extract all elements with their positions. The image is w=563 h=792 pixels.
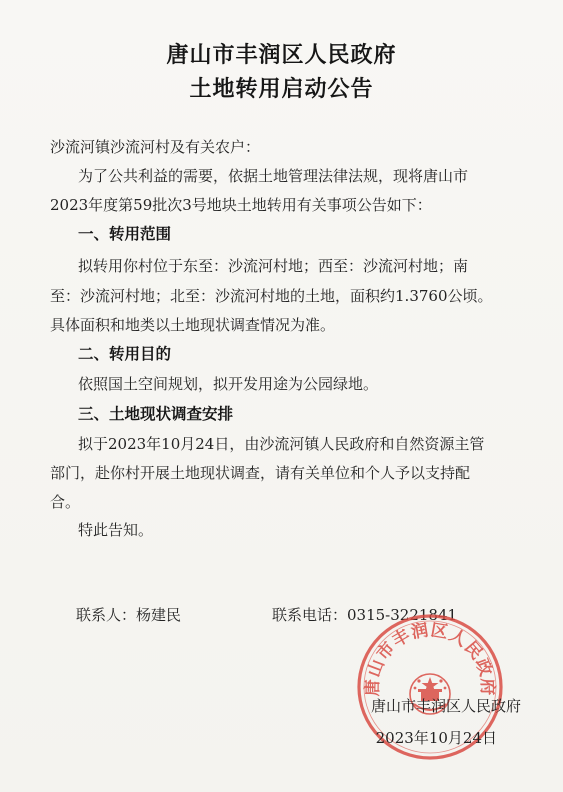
contact-person: 联系人：杨建民	[76, 606, 182, 624]
section-3-line-2: 部门，赴你村开展土地现状调查，请有关单位和个人予以支持配	[50, 464, 471, 482]
notice-subtitle: 土地转用启动公告	[189, 76, 374, 102]
section-1-heading: 一、转用范围	[78, 224, 172, 243]
contact-phone: 联系电话：0315-3221841	[272, 606, 458, 624]
addressee: 沙流河镇沙流河村及有关农户：	[50, 138, 261, 156]
signature-organization: 唐山市丰润区人民政府	[370, 697, 521, 715]
notice-title: 唐山市丰润区人民政府	[166, 42, 397, 68]
section-2-line-1: 依照国土空间规划，拟开发用途为公园绿地。	[78, 375, 379, 393]
intro-line-1: 为了公共利益的需要，依据土地管理法律法规，现将唐山市	[78, 167, 469, 185]
section-3-line-1: 拟于2023年10月24日，由沙流河镇人民政府和自然资源主管	[78, 435, 485, 453]
closing-remark: 特此告知。	[78, 521, 154, 539]
section-3-heading: 三、土地现状调查安排	[78, 404, 234, 423]
seal-text: 唐山市丰润区人民政府	[362, 620, 498, 697]
section-1-line-1: 拟转用你村位于东至：沙流河村地；西至：沙流河村地；南	[78, 257, 469, 275]
section-2-heading: 二、转用目的	[78, 344, 172, 363]
intro-line-2: 2023年度第59批次3号地块土地转用有关事项公告如下：	[50, 196, 432, 214]
signature-date: 2023年10月24日	[375, 729, 497, 747]
section-1-line-3: 具体面积和地类以土地现状调查情况为准。	[50, 316, 336, 334]
section-1-line-2: 至：沙流河村地；北至：沙流河村地的土地，面积约1.3760公顷。	[50, 287, 493, 305]
section-3-line-3: 合。	[50, 493, 81, 511]
